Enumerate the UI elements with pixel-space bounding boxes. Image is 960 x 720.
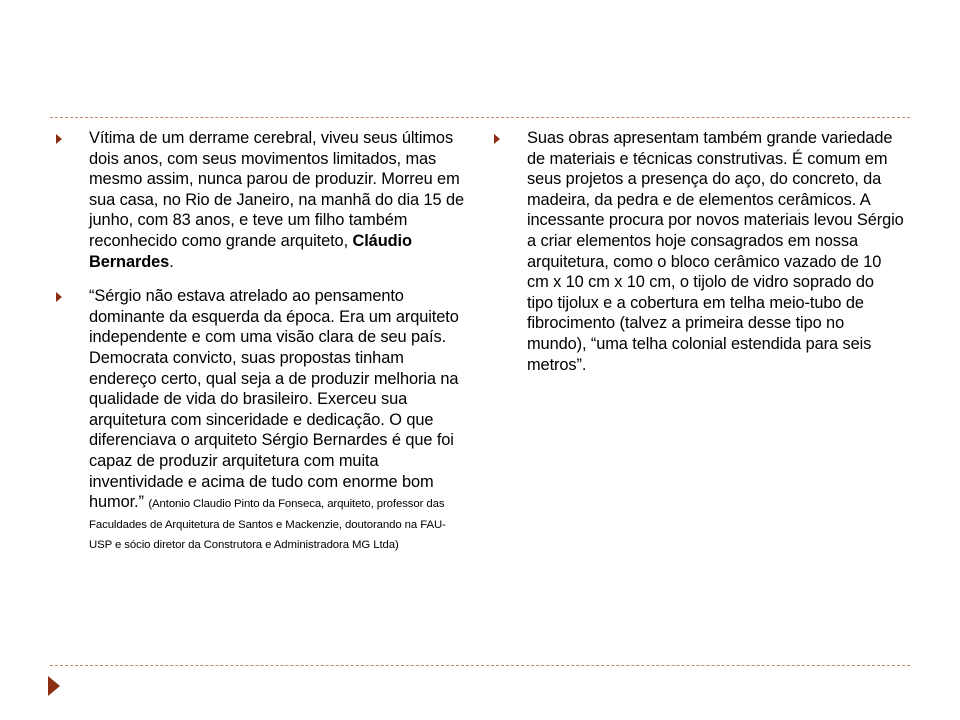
quote-text: “Sérgio não estava atrelado ao pensamento dominante da esquerda da época. Era um arquiteto independente e com uma visão clara de seu país. Democrata convicto, suas propostas tinham endereço certo, qual seja a de produzir melhoria na qualidade de vida do brasileiro. Exerceu sua arquitetura com sinceridade e dedicação. O que diferenciava o arquiteto Sérgio Bernardes é que foi capaz de produzir arquitetura com muita inventividade e acima de tudo com enorme bom humor.” [89, 287, 459, 512]
bottom-divider [50, 665, 910, 666]
quote-citation: (Antonio Claudio Pinto da Fonseca, arquiteto, professor das Faculdades de Arquitetura de Santos e Mackenzie, doutorando na FAU-USP e sócio diretor da Construtora e Administradora MG Ltda) [89, 498, 446, 552]
bullet-quote [56, 286, 468, 554]
top-divider [50, 117, 910, 118]
bullet-text: Suas obras apresentam também grande variedade de materiais e técnicas construtivas. É comum em seus projetos a presença do aço, do concreto, da madeira, da pedra e de elementos cerâmicos. A incessante procura por novos materiais levou Sérgio a criar elementos hoje consagrados em nossa arquitetura, como o bloco cerâmico vazado de 10 cm x 10 cm x 10 cm, o tijolo de vidro soprado do tipo tijolux e a cobertura em telha meio-tubo de fibrocimento (talvez a primeira desse tipo no mundo), “uma telha colonial estendida para seis metros”. [527, 129, 904, 374]
left-column [56, 128, 468, 568]
bullet-arrow-icon [56, 292, 62, 302]
bullet-death-info [56, 128, 468, 272]
bullet-arrow-icon [494, 134, 500, 144]
right-column [494, 128, 904, 389]
slide-corner-arrow-icon [48, 676, 60, 696]
son-name: Cláudio Bernardes [89, 231, 412, 271]
bullet-materials [494, 128, 904, 375]
bullet-text-tail: . [169, 252, 174, 271]
bullet-arrow-icon [56, 134, 62, 144]
bullet-text: Vítima de um derrame cerebral, viveu seus últimos dois anos, com seus movimentos limitados, mas mesmo assim, nunca parou de produzir. Morreu em sua casa, no Rio de Janeiro, na manhã do dia 15 de junho, com 83 anos, e teve um filho também reconhecido como grande arquiteto, [89, 129, 464, 250]
